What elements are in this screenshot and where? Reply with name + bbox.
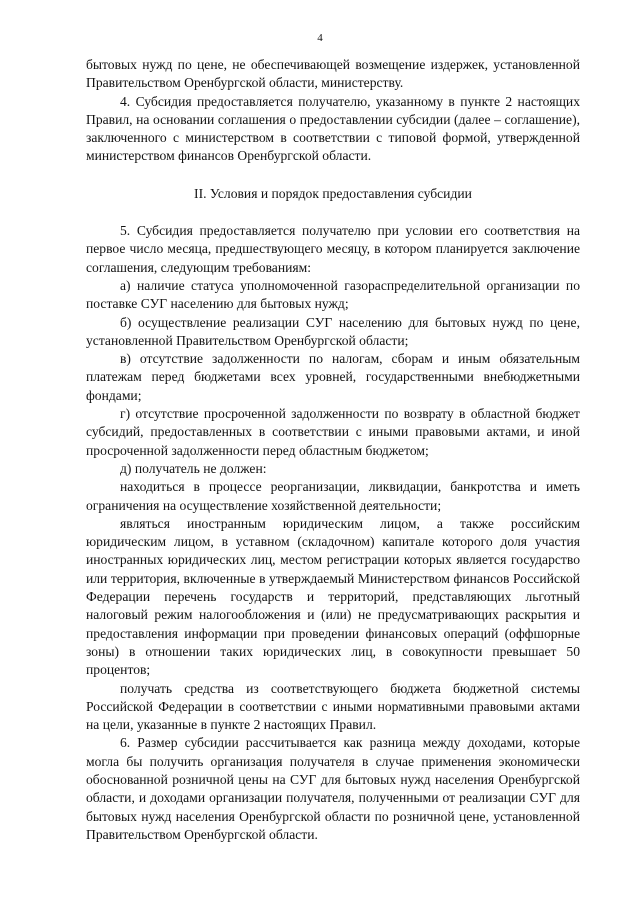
paragraph-condition-foreign-entity: являться иностранным юридическим лицом, а также российским юридическим лицом, в уставном (складочном) капитале которого доля участия иностранных юридических лиц, местом регистрации которых является государство или территория, включенные в утверждаемый Министерством финансов Российской Федерации перечень государств и территорий, представляющих льготный налоговый режим налогообложения и (или) не предусматривающих раскрытия и предоставления информации при проведении финансовых операций (оффшорные зоны) в отношении таких юридических лиц, в совокупности превышает 50 процентов;	[86, 515, 580, 678]
page-number: 4	[317, 32, 323, 44]
paragraph-subitem-g: г) отсутствие просроченной задолженности по возврату в областной бюджет субсидий, предоставленных в соответствии с иными правовыми актами, и иной просроченной задолженности перед областным бюджетом;	[86, 406, 580, 458]
paragraph-item-4: 4. Субсидия предоставляется получателю, указанному в пункте 2 настоящих Правил, на основании соглашения о предоставлении субсидии (далее – соглашение), заключенного с министерством в соответствии с типовой формой, утвержденной министерством финансов Оренбургской области.	[86, 93, 580, 164]
paragraph-condition-reorganization: находиться в процессе реорганизации, ликвидации, банкротства и иметь ограничения на осуществление хозяйственной деятельности;	[86, 479, 580, 513]
paragraph-continuation: бытовых нужд по цене, не обеспечивающей возмещение издержек, установленной Правительством Оренбургской области, министерству.	[86, 57, 580, 91]
document-body	[86, 56, 580, 844]
paragraph-item-6: 6. Размер субсидии рассчитывается как разница между доходами, которые могла бы получить организация получателя в случае применения экономически обоснованной розничной цены на СУГ для бытовых нужд населения Оренбургской области, и доходами организации получателя, полученными от реализации СУГ для бытовых нужд населения Оренбургской области по розничной цене, установленной Правительством Оренбургской области.	[86, 735, 580, 842]
paragraph-subitem-a: а) наличие статуса уполномоченной газораспределительной организации по поставке СУГ населению для бытовых нужд;	[86, 277, 580, 312]
paragraph-item-5: 5. Субсидия предоставляется получателю при условии его соответствия на первое число месяца, предшествующего месяцу, в котором планируется заключение соглашения, следующим требованиям:	[86, 223, 580, 275]
paragraph-condition-other-funds: получать средства из соответствующего бюджета бюджетной системы Российской Федерации в соответствии с иными нормативными правовыми актами на цели, указанные в пункте 2 настоящих Правил.	[86, 680, 580, 733]
section-heading: II. Условия и порядок предоставления субсидии	[194, 185, 472, 201]
paragraph-subitem-b: б) осуществление реализации СУГ населению для бытовых нужд по цене, установленной Правительством Оренбургской области;	[86, 314, 580, 348]
paragraph-subitem-v: в) отсутствие задолженности по налогам, сборам и иным обязательным платежам перед бюджетами всех уровней, государственными внебюджетными фондами;	[86, 351, 580, 403]
paragraph-subitem-d: д) получатель не должен:	[120, 460, 267, 476]
